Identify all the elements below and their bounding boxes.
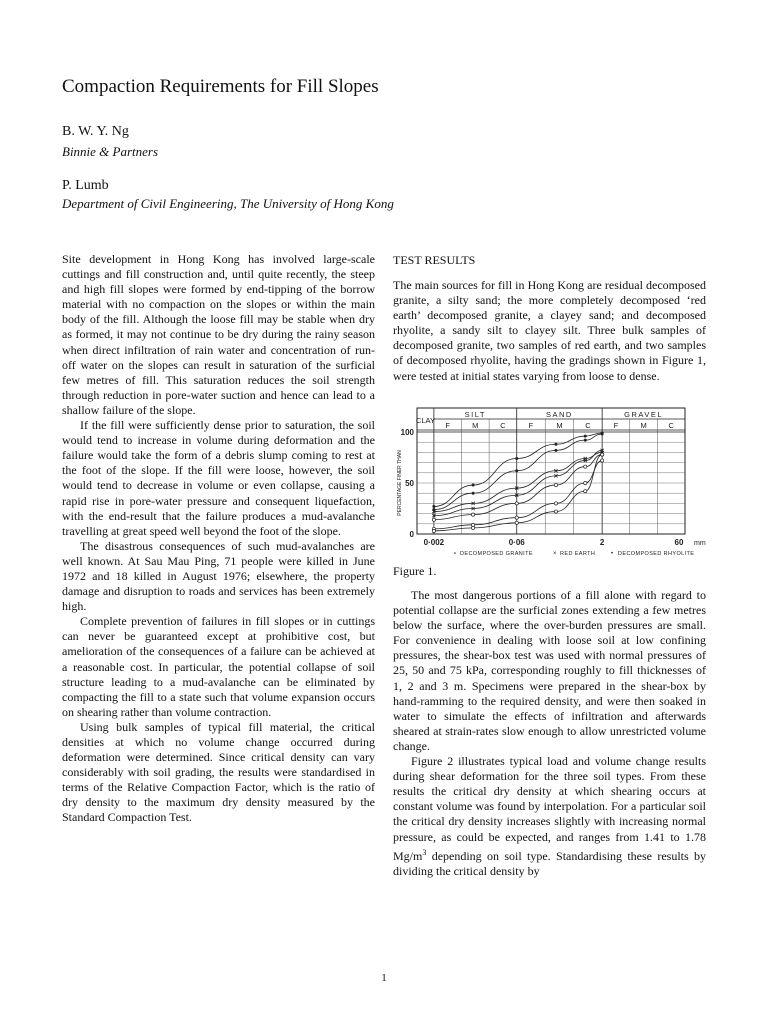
zone-subdivision-label: F [528, 421, 534, 430]
zone-subdivision-label: M [556, 421, 563, 430]
page-number: 1 [381, 972, 387, 984]
data-point [432, 529, 435, 532]
left-column [62, 252, 375, 826]
zone-subdivision-label: C [585, 421, 591, 430]
right-column-intro [393, 278, 706, 384]
zone-subdivision-label: C [500, 421, 506, 430]
section-heading: TEST RESULTS [393, 253, 476, 267]
zone-label: GRAVEL [624, 410, 664, 419]
legend-marker: × [553, 551, 557, 557]
paragraph: The disastrous consequences of such mud-avalanches are well known. At Sau Mau Ping, 71 people were killed in June 1972 and 18 killed in August 1976; elsewhere, the property damage and disruption to roads and services has been extremely high. [62, 538, 375, 614]
data-point [515, 457, 518, 460]
legend-marker: • [611, 551, 614, 557]
data-point [554, 510, 557, 513]
right-column-body [393, 588, 706, 879]
paper-title: Compaction Requirements for Fill Slopes [62, 76, 379, 97]
zone-label: CLAY [415, 416, 435, 425]
y-axis-label: PERCENTAGE FINER THAN [397, 450, 403, 516]
data-point [584, 435, 587, 438]
author-2-name: P. Lumb [62, 178, 109, 193]
data-point [554, 443, 557, 446]
paragraph-text: Figure 2 illustrates typical load and volume change results during shear deformation for the three soil types. From these results the critical dry density at which shearing occurs at constant volume was found by interpolation. For a particular soil the critical dry density increases slightly with increasing normal pressure, as could be expected, and ranges from 1.41 to 1.78 Mg/m [393, 754, 706, 863]
data-point [472, 492, 475, 495]
paragraph [393, 754, 706, 879]
author-1-name: B. W. Y. Ng [62, 124, 129, 139]
x-tick-label: 2 [599, 538, 605, 547]
data-point [584, 490, 587, 493]
zone-label: SILT [464, 410, 486, 419]
zone-subdivision-label: F [445, 421, 450, 430]
data-point [601, 433, 604, 436]
legend-label: DECOMPOSED RHYOLITE [618, 551, 695, 557]
data-point [584, 481, 587, 484]
zone-subdivision-label: F [613, 421, 619, 430]
data-point [432, 508, 435, 511]
zone-subdivision-label: C [668, 421, 674, 430]
y-tick-label: 100 [400, 428, 414, 437]
legend-marker: ∘ [453, 551, 457, 557]
zone-subdivision-label: M [472, 421, 479, 430]
author-1-affiliation: Binnie & Partners [62, 144, 159, 159]
paragraph: Complete prevention of failures in fill slopes or in cuttings can never be guaranteed except at prohibitive cost, but amelioration of the consequences of a failure can be achieved at a reasonable cost. In particular, the potential collapse of soil structure leading to a mud-avalanche can be eliminated by compacting the fill to a state such that volume expansion occurs on shearing rather than volume contraction. [62, 614, 375, 719]
data-point [432, 505, 435, 508]
paragraph: The most dangerous portions of a fill alone with regard to potential collapse are the surficial zones extending a few metres below the surface, where the over-burden pressures are small. For convenience in dealing with loose soil at low confining pressures, the shear-box test was used with normal pressures of 25, 50 and 75 kPa, corresponding roughly to fill thicknesses of 1, 2 and 3 m. Specimens were prepared in the shear-box by hand-ramming to the required density, and were then soaked in water to simulate the effects of infiltration and afterwards sheared at strain-rates slow enough to allow unrestricted volume change. [393, 588, 706, 753]
data-point [472, 484, 475, 487]
data-point [601, 459, 604, 462]
data-point [432, 518, 435, 521]
data-point [515, 521, 518, 524]
paragraph: Site development in Hong Kong has involved large-scale cuttings and fill construction and, until quite recently, the steep and high fill slopes were formed by end-tipping of the borrow material with no compaction on the slopes or within the main body of the fill. Although the loose fill may be stable when dry as formed, it may not continue to be dry during the rainy season when direct infiltration of rain water and concentration of run-off water on the slopes can result in saturation of the surficial few metres of fill. This saturation reduces the soil strength through reduction in pore-water suction and hence can lead to a shallow failure of the slope. [62, 252, 375, 417]
grading-chart [393, 402, 706, 560]
data-point [554, 449, 557, 452]
figure-caption: Figure 1. [393, 564, 437, 578]
y-tick-label: 0 [409, 530, 414, 539]
data-point [515, 502, 518, 505]
y-tick-label: 50 [405, 479, 414, 488]
data-point [584, 465, 587, 468]
zone-label: SAND [546, 410, 573, 419]
series-line [434, 454, 602, 531]
author-2-affiliation: Department of Civil Engineering, The University of Hong Kong [62, 196, 394, 211]
zone-subdivision-label: M [640, 421, 647, 430]
paragraph: If the fill were sufficiently dense prior to saturation, the soil would tend to increase in volume during deformation and the failure would take the form of a debris slump coming to rest at the foot of the slope. If the fill were loose, however, the soil would tend to decrease in volume or even collapse, causing a rapid rise in pore-water pressure and consequent liquefaction, with the end-result that the failure produces a mud-avalanche travelling at great speed well beyond the foot of the slope. [62, 418, 375, 538]
paragraph-text-cont: depending on soil type. Standardising these results by dividing the critical density by [393, 848, 707, 878]
x-tick-label: 0·06 [508, 538, 525, 547]
legend-label: RED EARTH [560, 551, 596, 557]
data-point [554, 483, 557, 486]
data-point [515, 469, 518, 472]
series-line [434, 434, 602, 509]
data-point [471, 513, 474, 516]
x-tick-label: 0·002 [423, 538, 445, 547]
paragraph: Using bulk samples of typical fill material, the critical densities at which no volume change occurred during deformation were determined. Since critical density can vary considerably with soil grading, the results were standardised in terms of the Relative Compaction Factor, which is the ratio of dry density to the maximum dry density measured by the Standard Compaction Test. [62, 719, 375, 825]
data-point [554, 502, 557, 505]
data-point [515, 516, 518, 519]
paragraph: The main sources for fill in Hong Kong are residual decomposed granite, a silty sand; the more completely decomposed ‘red earth’ decomposed granite, a clayey sand; and decomposed rhyolite, a sandy silt to clayey silt. Three bulk samples of decomposed granite, two samples of red earth, and two samples of decomposed rhyolite, having the gradings shown in Figure 1, were tested at initial states varying from loose to dense. [393, 278, 706, 383]
data-point [584, 439, 587, 442]
x-tick-label: 60 [674, 538, 684, 547]
legend-label: DECOMPOSED GRANITE [460, 551, 533, 557]
superscript: 3 [422, 847, 427, 857]
x-unit-label: mm [694, 540, 706, 547]
data-point [471, 526, 474, 529]
